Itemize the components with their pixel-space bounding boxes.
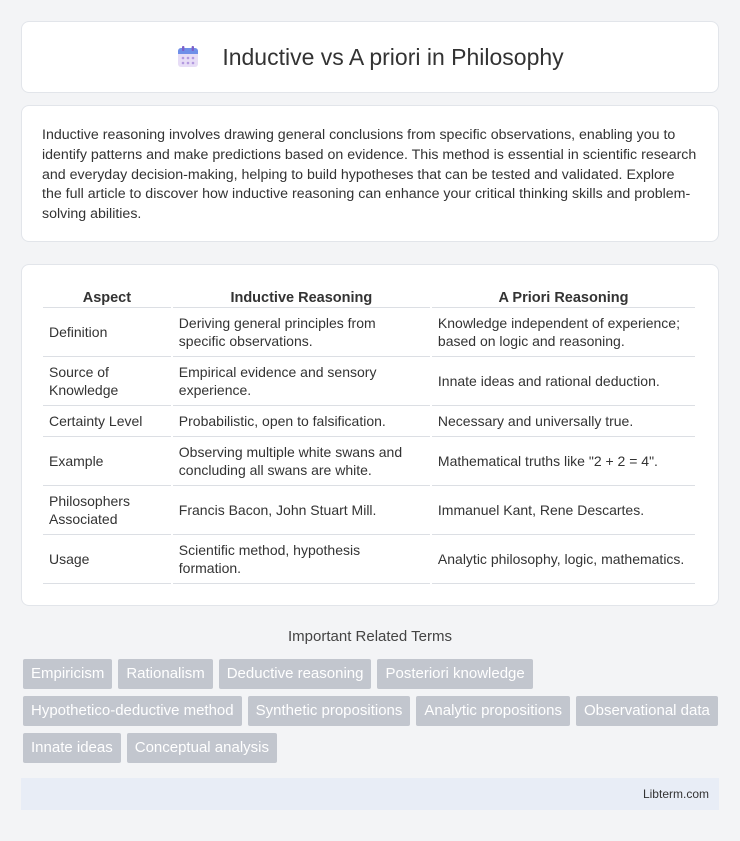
row-a-priori: Knowledge independent of experience; based on logic and reasoning.: [432, 308, 695, 357]
table-header-row: [43, 287, 695, 308]
table-row: [43, 535, 695, 584]
row-a-priori: Mathematical truths like "2 + 2 = 4".: [432, 437, 695, 486]
comparison-card: [21, 264, 719, 606]
intro-paragraph: Inductive reasoning involves drawing general conclusions from specific observations, enabling you to identify patterns and make predictions based on evidence. This method is essential in scientific research and everyday decision-making, helping to build hypotheses that can be tested and validated. Explore the full article to discover how inductive reasoning can enhance your critical thinking skills and problem-solving abilities.: [42, 127, 697, 223]
term-tag-innate-ideas[interactable]: Innate ideas: [23, 733, 121, 763]
term-tag-empiricism[interactable]: Empiricism: [23, 659, 112, 689]
table-row: [43, 406, 695, 437]
row-inductive: Probabilistic, open to falsification.: [173, 406, 430, 437]
row-a-priori: Immanuel Kant, Rene Descartes.: [432, 486, 695, 535]
row-aspect: Definition: [43, 308, 171, 357]
term-tag-hypothetico-deductive-method[interactable]: Hypothetico-deductive method: [23, 696, 242, 726]
row-aspect: Source of Knowledge: [43, 357, 171, 406]
footer-site-link[interactable]: Libterm.com: [642, 787, 709, 801]
row-aspect: Example: [43, 437, 171, 486]
term-tag-deductive-reasoning[interactable]: Deductive reasoning: [219, 659, 372, 689]
row-inductive: Deriving general principles from specific observations.: [173, 308, 430, 357]
table-row: [43, 357, 695, 406]
header-aspect: Aspect: [43, 287, 171, 308]
term-tag-conceptual-analysis[interactable]: Conceptual analysis: [127, 733, 277, 763]
row-a-priori: Innate ideas and rational deduction.: [432, 357, 695, 406]
row-a-priori: Necessary and universally true.: [432, 406, 695, 437]
term-tag-analytic-propositions[interactable]: Analytic propositions: [416, 696, 570, 726]
table-row: [43, 437, 695, 486]
calendar-icon: [176, 45, 200, 69]
table-row: [43, 486, 695, 535]
related-terms-list: [23, 659, 723, 763]
term-tag-observational-data[interactable]: Observational data: [576, 696, 718, 726]
table-row: [43, 308, 695, 357]
row-aspect: Certainty Level: [43, 406, 171, 437]
row-aspect: Philosophers Associated: [43, 486, 171, 535]
related-terms-heading: Important Related Terms: [288, 628, 452, 645]
row-inductive: Francis Bacon, John Stuart Mill.: [173, 486, 430, 535]
footer: [21, 778, 719, 810]
term-tag-synthetic-propositions[interactable]: Synthetic propositions: [248, 696, 411, 726]
term-tag-rationalism[interactable]: Rationalism: [118, 659, 212, 689]
page-title: Inductive vs A priori in Philosophy: [222, 43, 564, 70]
header-inductive: Inductive Reasoning: [173, 287, 430, 308]
row-aspect: Usage: [43, 535, 171, 584]
title-card: [21, 21, 719, 93]
row-inductive: Scientific method, hypothesis formation.: [173, 535, 430, 584]
row-a-priori: Analytic philosophy, logic, mathematics.: [432, 535, 695, 584]
header-a-priori: A Priori Reasoning: [432, 287, 695, 308]
row-inductive: Empirical evidence and sensory experience.: [173, 357, 430, 406]
row-inductive: Observing multiple white swans and concluding all swans are white.: [173, 437, 430, 486]
term-tag-posteriori-knowledge[interactable]: Posteriori knowledge: [377, 659, 532, 689]
intro-card: [21, 105, 719, 242]
comparison-table: [41, 287, 697, 584]
